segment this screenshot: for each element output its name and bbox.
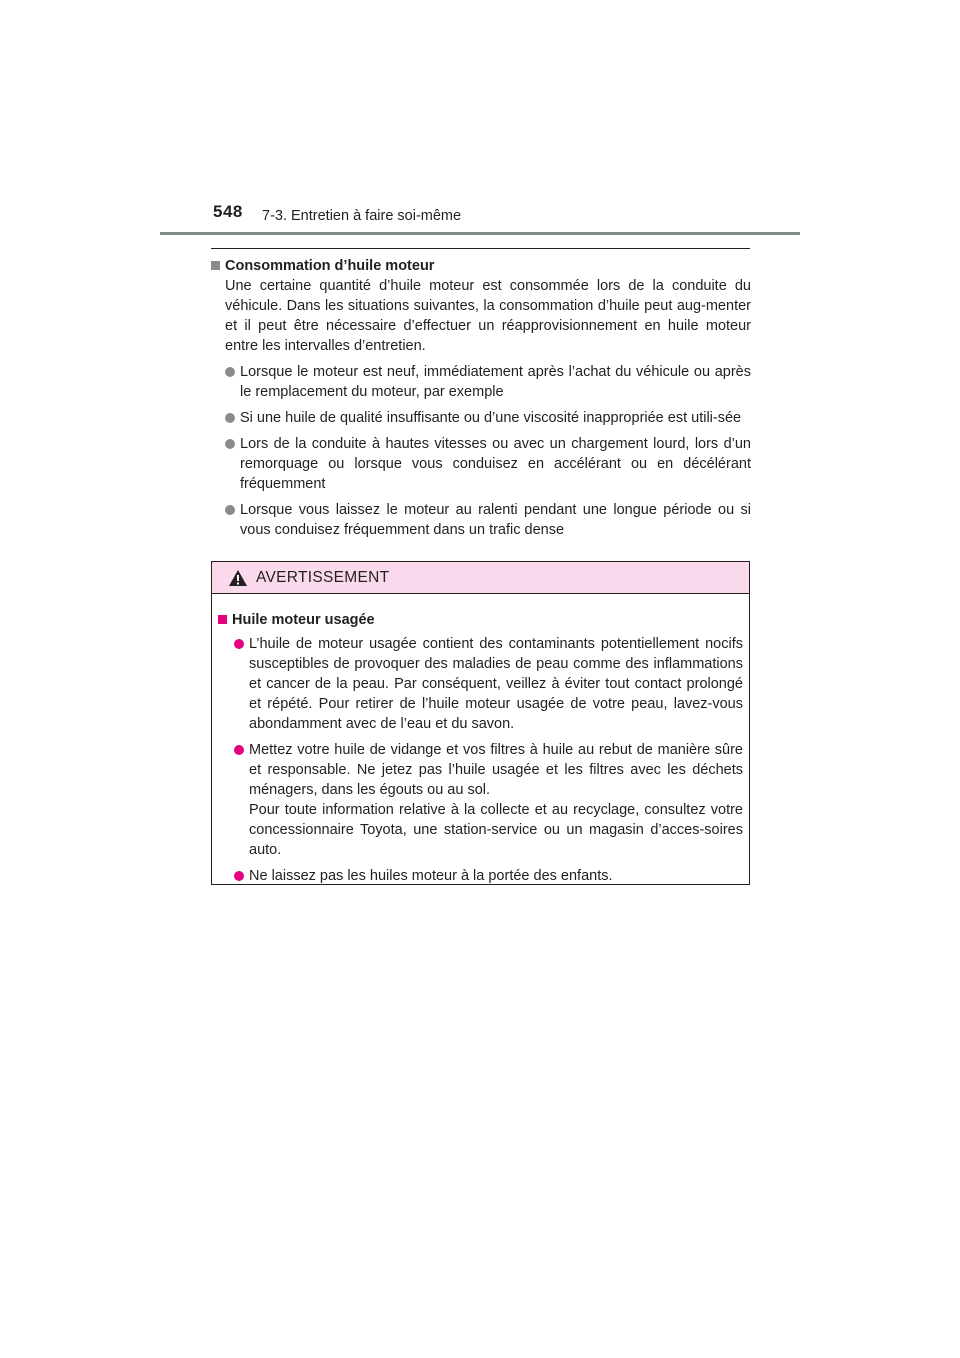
section-title: 7-3. Entretien à faire soi-même xyxy=(262,208,462,224)
section-heading xyxy=(211,256,751,276)
warning-box xyxy=(211,561,750,885)
circle-bullet-icon xyxy=(225,413,235,423)
square-bullet-icon xyxy=(218,615,227,624)
intro-paragraph: Une certaine quantité d’huile moteur est consommée lors de la conduite du véhicule. Dans les situations suivantes, la consommation d’huile peut aug-menter et il peut être nécessaire d’effectuer un réapprovisionnement en huile moteur entre les intervalles d’entretien. xyxy=(225,278,751,354)
square-bullet-icon xyxy=(211,261,220,270)
header-rule xyxy=(160,232,800,235)
circle-bullet-icon xyxy=(234,639,244,649)
page-number: 548 xyxy=(213,202,243,221)
main-content xyxy=(211,256,751,546)
list-item-text-part: Pour toute information relative à la collecte et au recyclage, consultez votre concessionnaire Toyota, une station-service ou un magasin d’acces-soires auto. xyxy=(249,802,743,858)
warning-triangle-icon xyxy=(228,569,248,587)
content-top-rule xyxy=(211,248,750,249)
list-item xyxy=(225,408,751,428)
list-item-text: Lors de la conduite à hautes vitesses ou avec un chargement lourd, lors d’un remorquage ou lorsque vous conduisez en accélérant ou en décélérant fréquemment xyxy=(240,436,751,492)
list-item xyxy=(234,634,743,734)
warning-body xyxy=(212,594,749,886)
page-header xyxy=(0,0,960,240)
circle-bullet-icon xyxy=(225,439,235,449)
list-item-text: Ne laissez pas les huiles moteur à la portée des enfants. xyxy=(249,868,613,884)
list-item xyxy=(225,434,751,494)
circle-bullet-icon xyxy=(234,745,244,755)
list-item-text xyxy=(249,740,743,860)
circle-bullet-icon xyxy=(234,871,244,881)
list-item xyxy=(225,362,751,402)
bullet-list xyxy=(211,362,751,540)
list-item xyxy=(234,866,743,886)
list-item xyxy=(225,500,751,540)
list-item xyxy=(234,740,743,860)
list-item-text: Lorsque le moteur est neuf, immédiatement après l’achat du véhicule ou après le remplacement du moteur, par exemple xyxy=(240,364,751,400)
circle-bullet-icon xyxy=(225,505,235,515)
list-item-text: Si une huile de qualité insuffisante ou d’une viscosité inappropriée est utili-sée xyxy=(240,410,742,426)
circle-bullet-icon xyxy=(225,367,235,377)
list-item-text-part: Mettez votre huile de vidange et vos filtres à huile au rebut de manière sûre et responsable. Ne jetez pas l’huile usagée et les filtres avec les déchets ménagers, dans les égouts ou au sol. xyxy=(249,742,743,798)
warning-heading-text: Huile moteur usagée xyxy=(232,612,375,628)
list-item-text: L’huile de moteur usagée contient des contaminants potentiellement nocifs susceptibles de provoquer des maladies de peau comme des inflammations et cancer de la peau. Par conséquent, veillez à éviter tout contact prolongé et répété. Pour retirer de l’huile moteur usagée de votre peau, lavez-vous abondamment avec de l’eau et du savon. xyxy=(249,636,743,732)
list-item-text: Lorsque vous laissez le moteur au ralenti pendant une longue période ou si vous conduisez fréquemment dans un trafic dense xyxy=(240,502,751,538)
warning-title: AVERTISSEMENT xyxy=(256,568,390,586)
warning-bullet-list xyxy=(218,634,743,886)
warning-header xyxy=(212,562,749,594)
warning-heading xyxy=(218,610,743,630)
section-heading-text: Consommation d’huile moteur xyxy=(225,258,435,274)
